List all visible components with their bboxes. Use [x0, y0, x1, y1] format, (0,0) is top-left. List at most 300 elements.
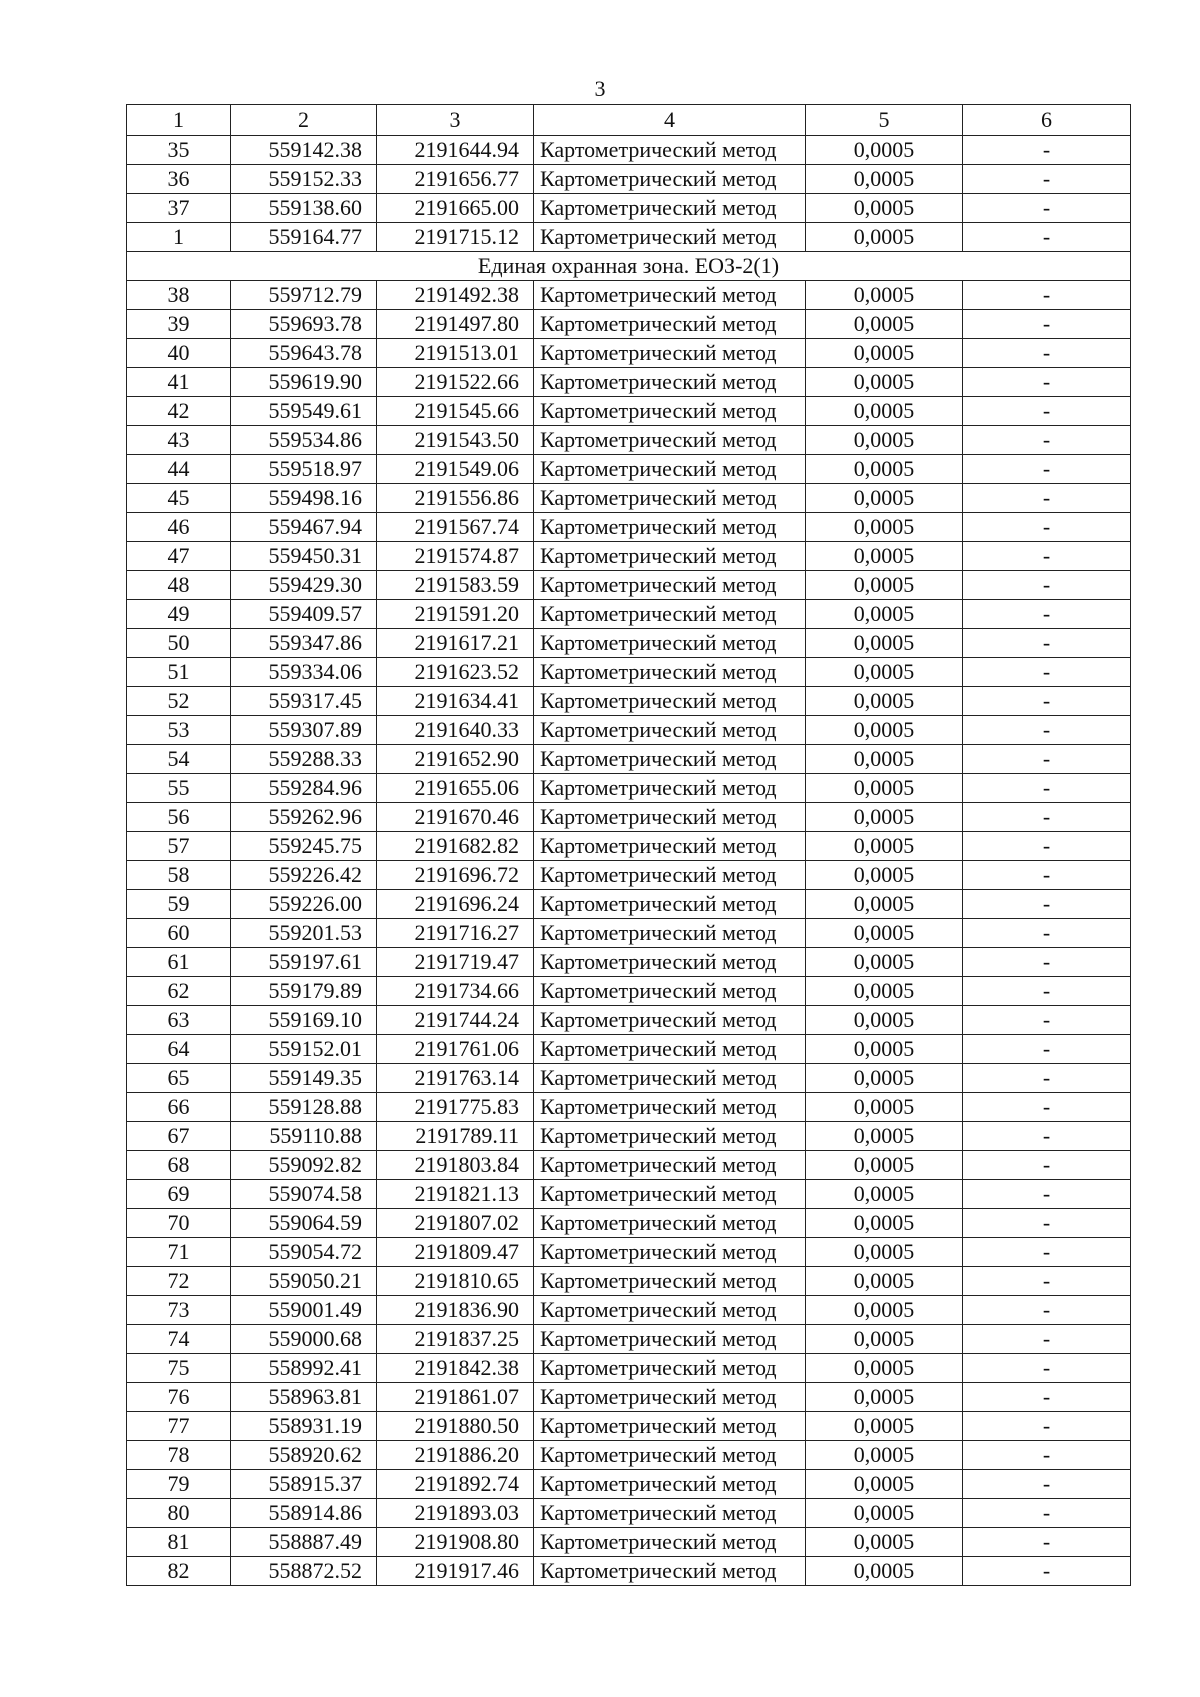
method-cell: Картометрический метод [534, 368, 806, 397]
table-row [127, 716, 1131, 745]
method-cell: Картометрический метод [534, 397, 806, 426]
x-coordinate-cell: 559000.68 [231, 1325, 377, 1354]
y-coordinate-cell: 2191893.03 [377, 1499, 534, 1528]
table-row [127, 600, 1131, 629]
table-row [127, 1354, 1131, 1383]
point-number-cell: 53 [127, 716, 231, 745]
table-row [127, 339, 1131, 368]
point-number-cell: 1 [127, 223, 231, 252]
accuracy-cell: 0,0005 [806, 832, 963, 861]
x-coordinate-cell: 559226.42 [231, 861, 377, 890]
table-row [127, 1006, 1131, 1035]
x-coordinate-cell: 559317.45 [231, 687, 377, 716]
accuracy-cell: 0,0005 [806, 136, 963, 165]
note-cell: - [963, 1470, 1131, 1499]
point-number-cell: 40 [127, 339, 231, 368]
accuracy-cell: 0,0005 [806, 1296, 963, 1325]
point-number-cell: 46 [127, 513, 231, 542]
accuracy-cell: 0,0005 [806, 571, 963, 600]
note-cell: - [963, 1180, 1131, 1209]
note-cell: - [963, 1006, 1131, 1035]
point-number-cell: 47 [127, 542, 231, 571]
method-cell: Картометрический метод [534, 1441, 806, 1470]
point-number-cell: 49 [127, 600, 231, 629]
x-coordinate-cell: 559169.10 [231, 1006, 377, 1035]
y-coordinate-cell: 2191886.20 [377, 1441, 534, 1470]
table-row [127, 1470, 1131, 1499]
point-number-cell: 78 [127, 1441, 231, 1470]
method-cell: Картометрический метод [534, 484, 806, 513]
table-row [127, 1325, 1131, 1354]
method-cell: Картометрический метод [534, 426, 806, 455]
note-cell: - [963, 484, 1131, 513]
table-row [127, 890, 1131, 919]
point-number-cell: 70 [127, 1209, 231, 1238]
point-number-cell: 54 [127, 745, 231, 774]
table-row [127, 1528, 1131, 1557]
note-cell: - [963, 368, 1131, 397]
x-coordinate-cell: 558920.62 [231, 1441, 377, 1470]
y-coordinate-cell: 2191803.84 [377, 1151, 534, 1180]
x-coordinate-cell: 559467.94 [231, 513, 377, 542]
note-cell: - [963, 542, 1131, 571]
point-number-cell: 36 [127, 165, 231, 194]
accuracy-cell: 0,0005 [806, 1209, 963, 1238]
table-row [127, 774, 1131, 803]
method-cell: Картометрический метод [534, 1267, 806, 1296]
y-coordinate-cell: 2191821.13 [377, 1180, 534, 1209]
table-row [127, 1035, 1131, 1064]
point-number-cell: 44 [127, 455, 231, 484]
method-cell: Картометрический метод [534, 1122, 806, 1151]
point-number-cell: 48 [127, 571, 231, 600]
note-cell: - [963, 1238, 1131, 1267]
accuracy-cell: 0,0005 [806, 339, 963, 368]
accuracy-cell: 0,0005 [806, 426, 963, 455]
table-header-row [127, 105, 1131, 136]
method-cell: Картометрический метод [534, 861, 806, 890]
point-number-cell: 60 [127, 919, 231, 948]
y-coordinate-cell: 2191836.90 [377, 1296, 534, 1325]
table-row [127, 368, 1131, 397]
y-coordinate-cell: 2191574.87 [377, 542, 534, 571]
x-coordinate-cell: 559284.96 [231, 774, 377, 803]
note-cell: - [963, 571, 1131, 600]
table-row [127, 513, 1131, 542]
method-cell: Картометрический метод [534, 948, 806, 977]
header-cell: 5 [806, 105, 963, 136]
point-number-cell: 37 [127, 194, 231, 223]
table-row [127, 165, 1131, 194]
table-row [127, 832, 1131, 861]
note-cell: - [963, 745, 1131, 774]
accuracy-cell: 0,0005 [806, 397, 963, 426]
x-coordinate-cell: 559534.86 [231, 426, 377, 455]
x-coordinate-cell: 559001.49 [231, 1296, 377, 1325]
method-cell: Картометрический метод [534, 571, 806, 600]
note-cell: - [963, 658, 1131, 687]
table-row [127, 136, 1131, 165]
section-title: Единая охранная зона. ЕОЗ-2(1) [127, 252, 1131, 281]
accuracy-cell: 0,0005 [806, 890, 963, 919]
x-coordinate-cell: 559110.88 [231, 1122, 377, 1151]
method-cell: Картометрический метод [534, 281, 806, 310]
x-coordinate-cell: 558915.37 [231, 1470, 377, 1499]
method-cell: Картометрический метод [534, 1006, 806, 1035]
x-coordinate-cell: 558931.19 [231, 1412, 377, 1441]
note-cell: - [963, 1267, 1131, 1296]
accuracy-cell: 0,0005 [806, 1470, 963, 1499]
y-coordinate-cell: 2191623.52 [377, 658, 534, 687]
y-coordinate-cell: 2191861.07 [377, 1383, 534, 1412]
table-row [127, 223, 1131, 252]
method-cell: Картометрический метод [534, 1238, 806, 1267]
x-coordinate-cell: 559498.16 [231, 484, 377, 513]
note-cell: - [963, 1093, 1131, 1122]
accuracy-cell: 0,0005 [806, 310, 963, 339]
accuracy-cell: 0,0005 [806, 194, 963, 223]
y-coordinate-cell: 2191716.27 [377, 919, 534, 948]
y-coordinate-cell: 2191880.50 [377, 1412, 534, 1441]
x-coordinate-cell: 559074.58 [231, 1180, 377, 1209]
method-cell: Картометрический метод [534, 1209, 806, 1238]
point-number-cell: 80 [127, 1499, 231, 1528]
x-coordinate-cell: 559138.60 [231, 194, 377, 223]
y-coordinate-cell: 2191556.86 [377, 484, 534, 513]
table-row [127, 1296, 1131, 1325]
table-row [127, 861, 1131, 890]
note-cell: - [963, 194, 1131, 223]
table-row [127, 745, 1131, 774]
note-cell: - [963, 774, 1131, 803]
accuracy-cell: 0,0005 [806, 1064, 963, 1093]
accuracy-cell: 0,0005 [806, 1006, 963, 1035]
point-number-cell: 35 [127, 136, 231, 165]
table-row [127, 1441, 1131, 1470]
y-coordinate-cell: 2191617.21 [377, 629, 534, 658]
accuracy-cell: 0,0005 [806, 716, 963, 745]
y-coordinate-cell: 2191549.06 [377, 455, 534, 484]
note-cell: - [963, 455, 1131, 484]
accuracy-cell: 0,0005 [806, 977, 963, 1006]
note-cell: - [963, 948, 1131, 977]
y-coordinate-cell: 2191775.83 [377, 1093, 534, 1122]
y-coordinate-cell: 2191640.33 [377, 716, 534, 745]
method-cell: Картометрический метод [534, 194, 806, 223]
accuracy-cell: 0,0005 [806, 1528, 963, 1557]
accuracy-cell: 0,0005 [806, 455, 963, 484]
accuracy-cell: 0,0005 [806, 600, 963, 629]
y-coordinate-cell: 2191761.06 [377, 1035, 534, 1064]
method-cell: Картометрический метод [534, 136, 806, 165]
page-number: 3 [594, 76, 606, 101]
method-cell: Картометрический метод [534, 716, 806, 745]
y-coordinate-cell: 2191763.14 [377, 1064, 534, 1093]
method-cell: Картометрический метод [534, 774, 806, 803]
point-number-cell: 63 [127, 1006, 231, 1035]
point-number-cell: 38 [127, 281, 231, 310]
accuracy-cell: 0,0005 [806, 1441, 963, 1470]
table-row [127, 803, 1131, 832]
y-coordinate-cell: 2191682.82 [377, 832, 534, 861]
x-coordinate-cell: 559429.30 [231, 571, 377, 600]
x-coordinate-cell: 559619.90 [231, 368, 377, 397]
point-number-cell: 41 [127, 368, 231, 397]
method-cell: Картометрический метод [534, 1499, 806, 1528]
note-cell: - [963, 1354, 1131, 1383]
note-cell: - [963, 1296, 1131, 1325]
x-coordinate-cell: 559050.21 [231, 1267, 377, 1296]
table-row [127, 1267, 1131, 1296]
x-coordinate-cell: 559128.88 [231, 1093, 377, 1122]
accuracy-cell: 0,0005 [806, 774, 963, 803]
coordinates-table [126, 104, 1131, 1586]
table-row [127, 1093, 1131, 1122]
point-number-cell: 73 [127, 1296, 231, 1325]
accuracy-cell: 0,0005 [806, 1093, 963, 1122]
table-row [127, 455, 1131, 484]
note-cell: - [963, 165, 1131, 194]
header-cell: 6 [963, 105, 1131, 136]
y-coordinate-cell: 2191789.11 [377, 1122, 534, 1151]
method-cell: Картометрический метод [534, 803, 806, 832]
table-row [127, 1151, 1131, 1180]
x-coordinate-cell: 559226.00 [231, 890, 377, 919]
y-coordinate-cell: 2191492.38 [377, 281, 534, 310]
point-number-cell: 42 [127, 397, 231, 426]
accuracy-cell: 0,0005 [806, 223, 963, 252]
accuracy-cell: 0,0005 [806, 1383, 963, 1412]
note-cell: - [963, 513, 1131, 542]
y-coordinate-cell: 2191644.94 [377, 136, 534, 165]
table-row [127, 1412, 1131, 1441]
note-cell: - [963, 832, 1131, 861]
method-cell: Картометрический метод [534, 310, 806, 339]
method-cell: Картометрический метод [534, 1151, 806, 1180]
point-number-cell: 67 [127, 1122, 231, 1151]
point-number-cell: 55 [127, 774, 231, 803]
accuracy-cell: 0,0005 [806, 368, 963, 397]
method-cell: Картометрический метод [534, 1557, 806, 1586]
table-row [127, 1499, 1131, 1528]
method-cell: Картометрический метод [534, 890, 806, 919]
accuracy-cell: 0,0005 [806, 1151, 963, 1180]
x-coordinate-cell: 559307.89 [231, 716, 377, 745]
accuracy-cell: 0,0005 [806, 1238, 963, 1267]
note-cell: - [963, 1557, 1131, 1586]
table-row [127, 1122, 1131, 1151]
y-coordinate-cell: 2191715.12 [377, 223, 534, 252]
accuracy-cell: 0,0005 [806, 687, 963, 716]
point-number-cell: 45 [127, 484, 231, 513]
method-cell: Картометрический метод [534, 1035, 806, 1064]
x-coordinate-cell: 559152.01 [231, 1035, 377, 1064]
accuracy-cell: 0,0005 [806, 484, 963, 513]
table-row [127, 658, 1131, 687]
x-coordinate-cell: 559197.61 [231, 948, 377, 977]
x-coordinate-cell: 559149.35 [231, 1064, 377, 1093]
note-cell: - [963, 600, 1131, 629]
method-cell: Картометрический метод [534, 455, 806, 484]
method-cell: Картометрический метод [534, 1064, 806, 1093]
method-cell: Картометрический метод [534, 542, 806, 571]
note-cell: - [963, 397, 1131, 426]
y-coordinate-cell: 2191696.24 [377, 890, 534, 919]
x-coordinate-cell: 559450.31 [231, 542, 377, 571]
point-number-cell: 52 [127, 687, 231, 716]
point-number-cell: 59 [127, 890, 231, 919]
accuracy-cell: 0,0005 [806, 1325, 963, 1354]
y-coordinate-cell: 2191837.25 [377, 1325, 534, 1354]
point-number-cell: 50 [127, 629, 231, 658]
point-number-cell: 64 [127, 1035, 231, 1064]
accuracy-cell: 0,0005 [806, 1267, 963, 1296]
note-cell: - [963, 1209, 1131, 1238]
note-cell: - [963, 716, 1131, 745]
method-cell: Картометрический метод [534, 1383, 806, 1412]
x-coordinate-cell: 559142.38 [231, 136, 377, 165]
table-row [127, 1064, 1131, 1093]
table-row [127, 1238, 1131, 1267]
method-cell: Картометрический метод [534, 223, 806, 252]
accuracy-cell: 0,0005 [806, 803, 963, 832]
table-row [127, 1557, 1131, 1586]
y-coordinate-cell: 2191908.80 [377, 1528, 534, 1557]
y-coordinate-cell: 2191744.24 [377, 1006, 534, 1035]
point-number-cell: 71 [127, 1238, 231, 1267]
y-coordinate-cell: 2191591.20 [377, 600, 534, 629]
point-number-cell: 82 [127, 1557, 231, 1586]
x-coordinate-cell: 558887.49 [231, 1528, 377, 1557]
method-cell: Картометрический метод [534, 977, 806, 1006]
accuracy-cell: 0,0005 [806, 281, 963, 310]
note-cell: - [963, 890, 1131, 919]
point-number-cell: 68 [127, 1151, 231, 1180]
y-coordinate-cell: 2191917.46 [377, 1557, 534, 1586]
x-coordinate-cell: 559164.77 [231, 223, 377, 252]
note-cell: - [963, 1441, 1131, 1470]
note-cell: - [963, 310, 1131, 339]
x-coordinate-cell: 559693.78 [231, 310, 377, 339]
y-coordinate-cell: 2191696.72 [377, 861, 534, 890]
note-cell: - [963, 803, 1131, 832]
accuracy-cell: 0,0005 [806, 1035, 963, 1064]
y-coordinate-cell: 2191809.47 [377, 1238, 534, 1267]
point-number-cell: 51 [127, 658, 231, 687]
x-coordinate-cell: 559064.59 [231, 1209, 377, 1238]
header-cell: 4 [534, 105, 806, 136]
table-row [127, 977, 1131, 1006]
table-row [127, 426, 1131, 455]
x-coordinate-cell: 559347.86 [231, 629, 377, 658]
table-row [127, 1209, 1131, 1238]
method-cell: Картометрический метод [534, 1093, 806, 1122]
note-cell: - [963, 223, 1131, 252]
point-number-cell: 57 [127, 832, 231, 861]
point-number-cell: 75 [127, 1354, 231, 1383]
accuracy-cell: 0,0005 [806, 919, 963, 948]
y-coordinate-cell: 2191497.80 [377, 310, 534, 339]
method-cell: Картометрический метод [534, 1325, 806, 1354]
y-coordinate-cell: 2191719.47 [377, 948, 534, 977]
point-number-cell: 81 [127, 1528, 231, 1557]
note-cell: - [963, 281, 1131, 310]
x-coordinate-cell: 559092.82 [231, 1151, 377, 1180]
x-coordinate-cell: 559288.33 [231, 745, 377, 774]
note-cell: - [963, 977, 1131, 1006]
section-row [127, 252, 1131, 281]
point-number-cell: 61 [127, 948, 231, 977]
y-coordinate-cell: 2191670.46 [377, 803, 534, 832]
y-coordinate-cell: 2191634.41 [377, 687, 534, 716]
y-coordinate-cell: 2191810.65 [377, 1267, 534, 1296]
x-coordinate-cell: 559201.53 [231, 919, 377, 948]
note-cell: - [963, 1064, 1131, 1093]
point-number-cell: 77 [127, 1412, 231, 1441]
y-coordinate-cell: 2191842.38 [377, 1354, 534, 1383]
x-coordinate-cell: 559643.78 [231, 339, 377, 368]
accuracy-cell: 0,0005 [806, 1412, 963, 1441]
note-cell: - [963, 136, 1131, 165]
point-number-cell: 39 [127, 310, 231, 339]
note-cell: - [963, 339, 1131, 368]
accuracy-cell: 0,0005 [806, 629, 963, 658]
x-coordinate-cell: 559712.79 [231, 281, 377, 310]
header-cell: 1 [127, 105, 231, 136]
table-row [127, 571, 1131, 600]
accuracy-cell: 0,0005 [806, 165, 963, 194]
table-row [127, 484, 1131, 513]
point-number-cell: 72 [127, 1267, 231, 1296]
point-number-cell: 62 [127, 977, 231, 1006]
accuracy-cell: 0,0005 [806, 513, 963, 542]
y-coordinate-cell: 2191665.00 [377, 194, 534, 223]
accuracy-cell: 0,0005 [806, 1354, 963, 1383]
accuracy-cell: 0,0005 [806, 948, 963, 977]
x-coordinate-cell: 559409.57 [231, 600, 377, 629]
note-cell: - [963, 426, 1131, 455]
accuracy-cell: 0,0005 [806, 1122, 963, 1151]
method-cell: Картометрический метод [534, 919, 806, 948]
method-cell: Картометрический метод [534, 1296, 806, 1325]
note-cell: - [963, 1035, 1131, 1064]
note-cell: - [963, 1528, 1131, 1557]
x-coordinate-cell: 559334.06 [231, 658, 377, 687]
point-number-cell: 74 [127, 1325, 231, 1354]
point-number-cell: 56 [127, 803, 231, 832]
method-cell: Картометрический метод [534, 600, 806, 629]
method-cell: Картометрический метод [534, 832, 806, 861]
point-number-cell: 69 [127, 1180, 231, 1209]
note-cell: - [963, 1412, 1131, 1441]
y-coordinate-cell: 2191652.90 [377, 745, 534, 774]
accuracy-cell: 0,0005 [806, 861, 963, 890]
note-cell: - [963, 1122, 1131, 1151]
x-coordinate-cell: 558963.81 [231, 1383, 377, 1412]
method-cell: Картометрический метод [534, 1180, 806, 1209]
table-row [127, 542, 1131, 571]
x-coordinate-cell: 558914.86 [231, 1499, 377, 1528]
table-row [127, 1180, 1131, 1209]
y-coordinate-cell: 2191543.50 [377, 426, 534, 455]
point-number-cell: 76 [127, 1383, 231, 1412]
x-coordinate-cell: 558992.41 [231, 1354, 377, 1383]
y-coordinate-cell: 2191513.01 [377, 339, 534, 368]
x-coordinate-cell: 559179.89 [231, 977, 377, 1006]
method-cell: Картометрический метод [534, 1470, 806, 1499]
y-coordinate-cell: 2191655.06 [377, 774, 534, 803]
note-cell: - [963, 919, 1131, 948]
